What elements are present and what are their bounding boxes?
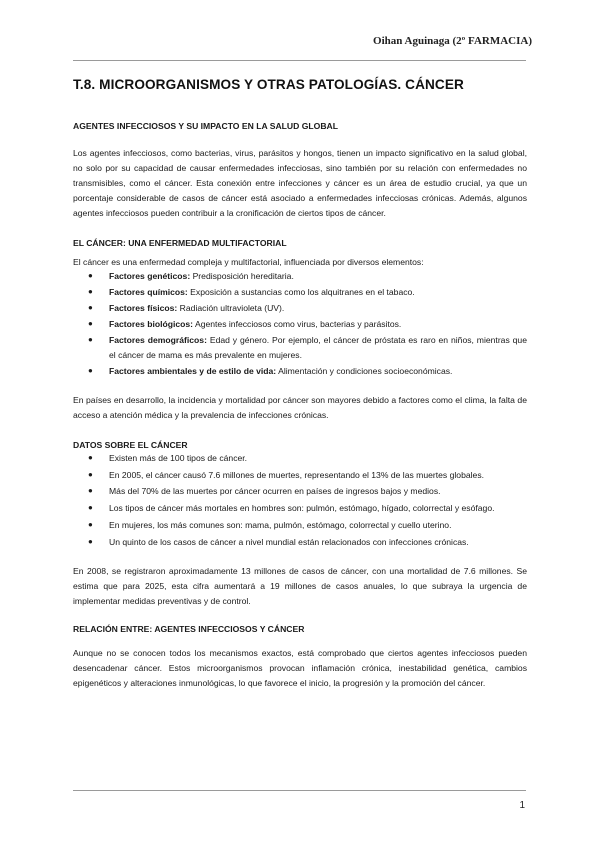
section-heading-infectious-agents: AGENTES INFECCIOSOS Y SU IMPACTO EN LA SALUD GLOBAL <box>73 121 338 131</box>
page-number: 1 <box>519 800 525 811</box>
list-item: ● Factores biológicos: Agentes infecciosos como virus, bacterias y parásitos. <box>73 317 527 332</box>
bullet-icon: ● <box>88 303 93 313</box>
list-item: ● Factores ambientales y de estilo de vida: Alimentación y condiciones socioeconómicas. <box>73 364 527 379</box>
bullet-icon: ● <box>88 319 93 329</box>
list-item: ● Existen más de 100 tipos de cáncer. <box>73 451 527 466</box>
section-heading-cancer-facts: DATOS SOBRE EL CÁNCER <box>73 439 188 450</box>
facts-list <box>73 451 527 550</box>
bullet-icon: ● <box>88 520 93 530</box>
section-paragraph-infectious-agents: Los agentes infecciosos, como bacterias, virus, parásitos y hongos, tienen un impacto significativo en la salud global, no solo por su capacidad de causar enfermedades infecciosas, sino también por su relación con enfermedades no transmisibles, como el cáncer. Esta conexión entre infecciones y cáncer es un área de estudio crucial, ya que un porcentaje considerable de casos de cáncer está asociado a enfermedades infecciosas crónicas. Además, algunos agentes infecciosos pueden contribuir a la cronificación de ciertos tipos de cáncer. <box>73 148 527 218</box>
bullet-icon: ● <box>88 469 93 479</box>
bullet-icon: ● <box>88 335 93 345</box>
bullet-icon: ● <box>88 271 93 281</box>
section-closing-multifactorial: En países en desarrollo, la incidencia y mortalidad por cáncer son mayores debido a factores como el clima, la falta de acceso a atención médica y la prevalencia de infecciones crónicas. <box>73 394 527 420</box>
list-item: ● Factores demográficos: Edad y género. Por ejemplo, el cáncer de próstata es raro en niños, mientras que el cáncer de mama es más prevalente en mujeres. <box>88 335 527 360</box>
list-item: ● Más del 70% de las muertes por cáncer ocurren en países de ingresos bajos y medios. <box>73 484 527 499</box>
factors-list <box>73 269 527 378</box>
bullet-icon: ● <box>88 503 93 513</box>
list-item: ● En mujeres, los más comunes son: mama, pulmón, estómago, colorrectal y cuello uterino. <box>73 518 527 533</box>
bullet-icon: ● <box>88 287 93 297</box>
bullet-icon: ● <box>88 365 93 375</box>
list-item: ● Factores físicos: Radiación ultravioleta (UV). <box>73 301 527 316</box>
header-divider <box>73 60 526 61</box>
section-intro-multifactorial: El cáncer es una enfermedad compleja y multifactorial, influenciada por diversos elementos: <box>73 256 424 267</box>
section-heading-relationship: RELACIÓN ENTRE: AGENTES INFECCIOSOS Y CÁNCER <box>73 623 305 634</box>
section-closing-cancer-facts: En 2008, se registraron aproximadamente 13 millones de casos de cáncer, con una mortalidad de 7.6 millones. Se estima que para 2025, esta cifra aumentará a 19 millones de casos anuales, lo que subraya la urgencia de implementar medidas preventivas y de control. <box>73 566 527 606</box>
bullet-icon: ● <box>88 486 93 496</box>
section-paragraph-relationship: Aunque no se conocen todos los mecanismos exactos, está comprobado que ciertos agentes infecciosos pueden desencadenar cáncer. Estos microorganismos provocan inflamación crónica, inestabilidad genética, cambios epigenéticos y alteraciones inmunológicas, lo que favorece el inicio, la progresión y la promoción del cáncer. <box>73 647 527 688</box>
document-body <box>73 120 527 690</box>
footer-divider <box>73 790 526 791</box>
section-heading-multifactorial: EL CÁNCER: UNA ENFERMEDAD MULTIFACTORIAL <box>73 237 287 248</box>
list-item: ● Los tipos de cáncer más mortales en hombres son: pulmón, estómago, hígado, colorrectal y esófago. <box>73 501 527 516</box>
header-author: Oihan Aguinaga (2º FARMACIA) <box>373 35 532 47</box>
list-item: ● Un quinto de los casos de cáncer a nivel mundial están relacionados con infecciones crónicas. <box>73 535 527 550</box>
bullet-icon: ● <box>88 537 93 547</box>
page-title: T.8. MICROORGANISMOS Y OTRAS PATOLOGÍAS. CÁNCER <box>73 77 464 92</box>
list-item: ● Factores químicos: Exposición a sustancias como los alquitranes en el tabaco. <box>73 285 527 300</box>
list-item: ● Factores genéticos: Predisposición hereditaria. <box>73 269 527 284</box>
list-item: ● En 2005, el cáncer causó 7.6 millones de muertes, representando el 13% de las muertes globales. <box>73 468 527 483</box>
bullet-icon: ● <box>88 452 93 462</box>
